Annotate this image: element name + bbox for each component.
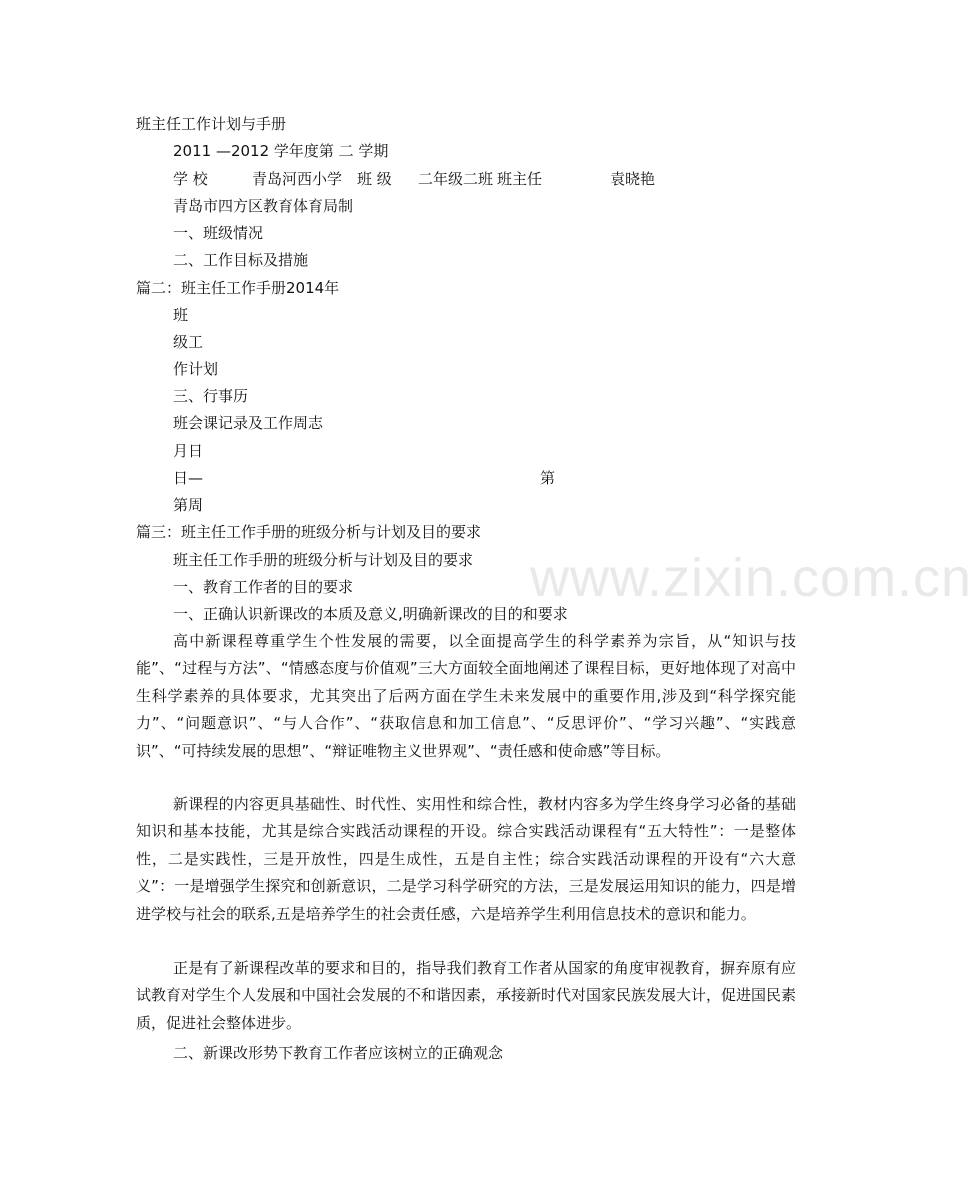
- watermark: www.zixin.com.cn: [530, 548, 972, 608]
- part2-line: 三、行事历: [173, 387, 249, 405]
- part2-line: 作计划: [173, 360, 219, 378]
- part2-line: 月日: [173, 442, 204, 460]
- section-heading: 二、新课改形势下教育工作者应该树立的正确观念: [173, 1044, 504, 1062]
- paragraph: 正是有了新课程改革的要求和目的，指导我们教育工作者从国家的角度审视教育，摒弃原有应试教育对学生个人发展和中国社会发展的不和谐因素，承接新时代对国家民族发展大计，促进国民素质，促进社会整体进步。: [136, 959, 797, 1032]
- part2-line: 第周: [173, 496, 204, 514]
- part2-line: 第: [540, 469, 556, 487]
- part2-heading: 篇二：班主任工作手册2014年: [136, 279, 340, 297]
- part2-line: 级工: [173, 333, 204, 351]
- teacher-label: 班主任: [497, 170, 543, 188]
- outline-item: 二、工作目标及措施: [173, 251, 309, 269]
- issuer: 青岛市四方区教育体育局制: [173, 197, 354, 215]
- part2-line: 班: [173, 306, 189, 324]
- document-title: 班主任工作计划与手册: [136, 115, 287, 133]
- part3-heading: 篇三：班主任工作手册的班级分析与计划及目的要求: [136, 523, 482, 541]
- section-heading: 一、教育工作者的目的要求: [173, 578, 354, 596]
- class-name: 二年级二班: [418, 170, 494, 188]
- part2-line: 班会课记录及工作周志: [173, 414, 324, 432]
- school-name: 青岛河西小学: [252, 170, 343, 188]
- part3-subtitle: 班主任工作手册的班级分析与计划及目的要求: [173, 551, 474, 569]
- section-subheading: 一、正确认识新课改的本质及意义,明确新课改的目的和要求: [173, 605, 568, 623]
- academic-year: 2011 —2012 学年度第 二 学期: [173, 142, 389, 160]
- paragraph: 新课程的内容更具基础性、时代性、实用性和综合性，教材内容多为学生终身学习必备的基础知识和基本技能，尤其是综合实践活动课程的开设。综合实践活动课程有“五大特性”：一是整体性，二是实践性，三是开放性，四是生成性，五是自主性；综合实践活动课程的开设有“六大意义”：一是增强学生探究和创新意识，二是学习科学研究的方法，三是发展运用知识的能力，四是增进学校与社会的联系,五是培养学生的社会责任感，六是培养学生利用信息技术的意识和能力。: [136, 795, 796, 923]
- school-label: 学 校: [173, 170, 208, 188]
- part2-line: 日—: [173, 469, 204, 487]
- outline-item: 一、班级情况: [173, 224, 264, 242]
- class-label: 班 级: [357, 170, 392, 188]
- teacher-name: 袁晓艳: [610, 170, 656, 188]
- paragraph: 高中新课程尊重学生个性发展的需要，以全面提高学生的科学素养为宗旨，从“知识与技能”、“过程与方法”、“情感态度与价值观”三大方面较全面地阐述了课程目标，更好地体现了对高中生科学素养的具体要求，尤其突出了后两方面在学生未来发展中的重要作用,涉及到“科学探究能力”、“问题意识”、“与人合作”、“获取信息和加工信息”、“反思评价”、“学习兴趣”、“实践意识”、“可持续发展的思想”、“辩证唯物主义世界观”、“责任感和使命感”等目标。: [136, 632, 796, 760]
